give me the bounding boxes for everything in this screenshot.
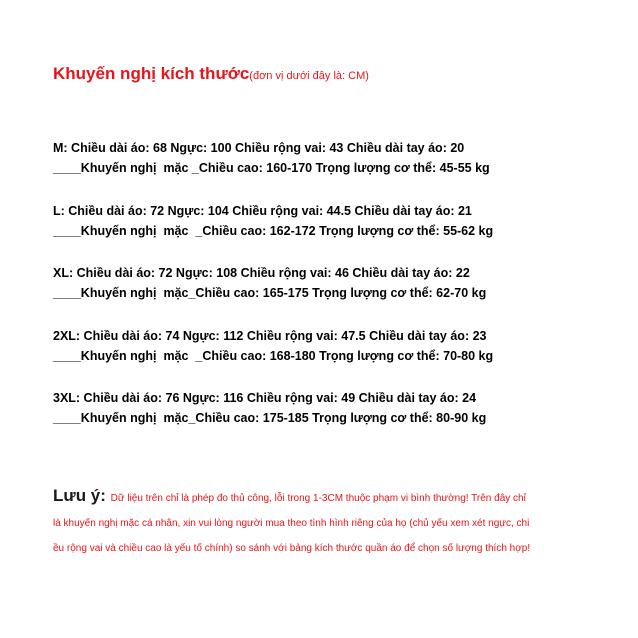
size-block-3xl	[53, 388, 486, 428]
note-section	[53, 483, 613, 561]
size-measurements: M: Chiều dài áo: 68 Ngực: 100 Chiều rộng vai: 43 Chiều dài tay áo: 20	[53, 141, 465, 155]
size-block-xl	[53, 263, 486, 303]
size-recommendation: ____Khuyến nghị mặc_Chiều cao: 165-175 Trọng lượng cơ thể: 62-70 kg	[53, 286, 487, 300]
size-block-l	[53, 201, 493, 241]
size-measurements: XL: Chiều dài áo: 72 Ngực: 108 Chiều rộng vai: 46 Chiều dài tay áo: 22	[53, 266, 470, 280]
size-recommendation: ____Khuyến nghị mặc _Chiều cao: 168-180 Trọng lượng cơ thể: 70-80 kg	[53, 349, 494, 363]
note-text-line-3: ều rộng vai và chiều cao là yếu tố chính) so sánh với bảng kích thước quần áo để chọn số lượng thích hợp!	[53, 543, 531, 554]
size-measurements: L: Chiều dài áo: 72 Ngực: 104 Chiều rộng vai: 44.5 Chiều dài tay áo: 21	[53, 204, 472, 218]
size-measurements: 2XL: Chiều dài áo: 74 Ngực: 112 Chiều rộng vai: 47.5 Chiều dài tay áo: 23	[53, 329, 487, 343]
size-recommendation: ____Khuyến nghị mặc _Chiều cao: 160-170 Trọng lượng cơ thể: 45-55 kg	[53, 161, 490, 175]
size-recommendation: ____Khuyến nghị mặc_Chiều cao: 175-185 Trọng lượng cơ thể: 80-90 kg	[53, 411, 487, 425]
note-text-line-2: là khuyến nghị mặc cá nhân, xin vui lòng người mua theo tình hình riêng của họ (chủ yếu xem xét ngực, chi	[53, 518, 530, 529]
title-unit-note: (đơn vị dưới đây là: CM)	[249, 70, 369, 82]
size-measurements: 3XL: Chiều dài áo: 76 Ngực: 116 Chiều rộng vai: 49 Chiều dài tay áo: 24	[53, 391, 477, 405]
page-title	[53, 64, 369, 84]
note-label: Lưu ý:	[53, 486, 111, 505]
size-recommendation: ____Khuyến nghị mặc _Chiều cao: 162-172 Trọng lượng cơ thể: 55-62 kg	[53, 224, 494, 238]
size-block-2xl	[53, 326, 493, 366]
size-block-m	[53, 138, 490, 178]
title-main: Khuyến nghị kích thước	[53, 64, 250, 83]
note-text-line-1: Dữ liệu trên chỉ là phép đo thủ công, lỗi trong 1-3CM thuộc phạm vi bình thường! Trên đây chỉ	[110, 493, 526, 504]
